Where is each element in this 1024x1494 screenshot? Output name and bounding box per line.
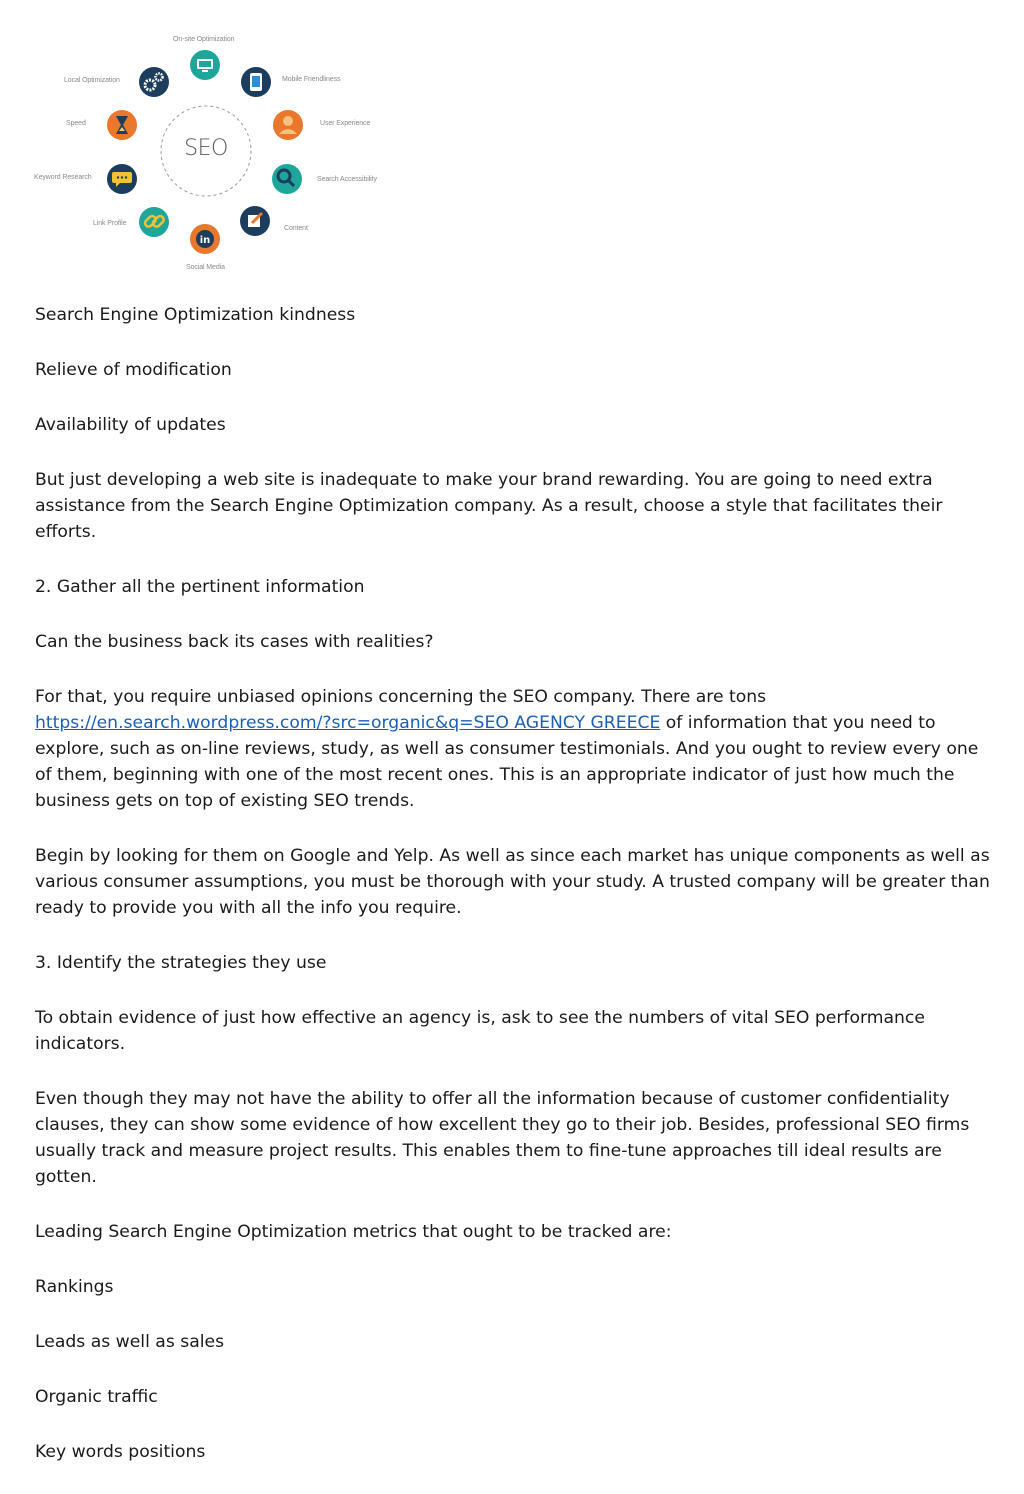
- node-label-speed: Speed: [66, 120, 86, 127]
- paragraph-leading-metrics: Leading Search Engine Optimization metrics that ought to be tracked are:: [35, 1222, 672, 1242]
- paragraph-obtain-evidence: To obtain evidence of just how effective an agency is, ask to see the numbers of vital SEO performance indicators.: [35, 1008, 925, 1054]
- svg-text:in: in: [199, 235, 211, 246]
- monitor-icon: [190, 50, 220, 80]
- paragraph-google-yelp: Begin by looking for them on Google and Yelp. As well as since each market has unique components as well as various consumer assumptions, you must be thorough with your study. A trusted company will be greater than ready to provide you with all the info you require.: [35, 846, 990, 918]
- center-seo-label: SEO: [184, 136, 228, 161]
- metric-rankings: Rankings: [35, 1277, 114, 1297]
- paragraph-unbiased-opinions: [35, 684, 993, 814]
- seo-diagram: [30, 30, 390, 280]
- node-label-mobile: Mobile Friendliness: [282, 76, 341, 83]
- hourglass-icon: [107, 110, 137, 140]
- metric-organic-traffic: Organic traffic: [35, 1387, 158, 1407]
- metric-leads-sales: Leads as well as sales: [35, 1332, 225, 1352]
- paragraph-confidentiality: Even though they may not have the ability to offer all the information because of customer confidentiality clauses, they can show some evidence of how excellent they go to their job. Besides, professional SEO firms usually track and measure project results. This enables them to fine-tune approaches till ideal results are gotten.: [35, 1089, 970, 1187]
- paragraph-modification: Relieve of modification: [35, 360, 232, 380]
- metric-keyword-positions: Key words positions: [35, 1442, 206, 1462]
- linkedin-icon: [190, 224, 220, 254]
- mobile-phone-icon: [241, 67, 271, 97]
- paragraph-text-before-link: For that, you require unbiased opinions concerning the SEO company. There are tons: [35, 687, 767, 707]
- node-label-keyword-research: Keyword Research: [34, 174, 92, 181]
- user-icon: [273, 110, 303, 140]
- node-label-onsite: On-site Optimization: [173, 36, 235, 43]
- chain-link-icon: [139, 207, 169, 237]
- node-label-local-optimization: Local Optimization: [64, 77, 120, 84]
- gears-icon: [139, 67, 169, 97]
- heading-identify-strategies: 3. Identify the strategies they use: [35, 953, 327, 973]
- node-label-user-experience: User Experience: [320, 120, 371, 127]
- node-label-social-media: Social Media: [186, 264, 225, 271]
- node-label-link-profile: Link Profile: [93, 220, 127, 227]
- paragraph-updates: Availability of updates: [35, 415, 226, 435]
- chat-bubble-icon: [107, 164, 137, 194]
- heading-gather-information: 2. Gather all the pertinent information: [35, 577, 365, 597]
- paragraph-text-after-link: of information that you need to explore, such as on-line reviews, study, as well as consumer testimonials. And you ought to review every one of them, beginning with one of the most recent ones. This is an appropriate indicator of just how much the business gets on top of existing SEO trends.: [35, 713, 979, 811]
- article-body: [35, 302, 993, 1494]
- node-label-content: Content: [284, 225, 308, 232]
- magnifier-icon: [272, 164, 302, 194]
- paragraph-developing-website: But just developing a web site is inadequate to make your brand rewarding. You are going to need extra assistance from the Search Engine Optimization company. As a result, choose a style that facilitates their efforts.: [35, 470, 943, 542]
- edit-icon: [240, 206, 270, 236]
- paragraph-kindness: Search Engine Optimization kindness: [35, 305, 356, 325]
- paragraph-back-claims: Can the business back its cases with realities?: [35, 632, 434, 652]
- node-label-search-accessibility: Search Accessibility: [317, 176, 377, 183]
- search-wordpress-link[interactable]: https://en.search.wordpress.com/?src=organic&q=SEO AGENCY GREECE: [35, 713, 661, 733]
